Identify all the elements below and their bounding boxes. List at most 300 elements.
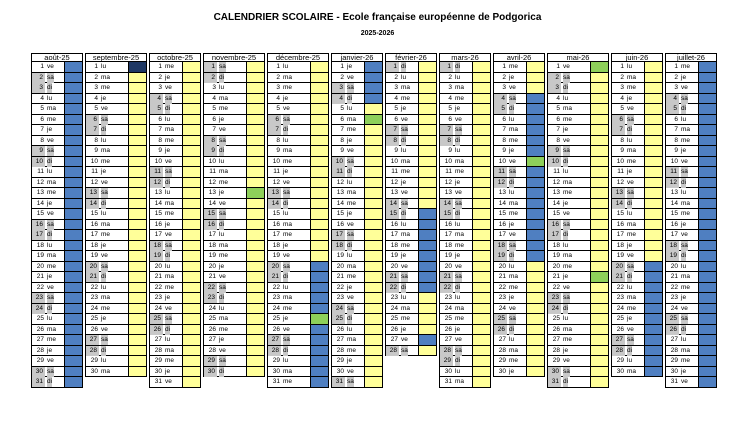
day-number: 8	[276, 136, 280, 144]
day-status-swatch	[526, 335, 544, 345]
day-status-swatch	[364, 314, 382, 324]
day-number: 14	[386, 199, 399, 209]
day-cell	[547, 167, 609, 178]
day-cell	[665, 304, 717, 315]
day-number: 12	[616, 178, 624, 186]
day-status-swatch	[590, 62, 608, 72]
day-cell	[493, 293, 545, 304]
day-name: je	[165, 73, 171, 81]
day-status-swatch	[310, 241, 328, 251]
day-name: je	[101, 315, 107, 322]
day-status-swatch	[64, 251, 82, 261]
day-status-swatch	[418, 157, 436, 167]
day-name: di	[283, 273, 289, 280]
day-number: 18	[208, 241, 216, 249]
day-number: 9	[276, 147, 280, 154]
day-name: ve	[563, 210, 570, 217]
day-cell	[439, 73, 491, 84]
day-cell	[331, 188, 383, 199]
day-cell	[331, 230, 383, 241]
day-number: 10	[616, 157, 624, 165]
day-number: 9	[394, 147, 398, 154]
day-status-swatch	[310, 283, 328, 293]
day-status-swatch	[246, 209, 264, 219]
day-number: 4	[620, 94, 624, 102]
day-status-swatch	[64, 283, 82, 293]
day-number: 24	[616, 304, 624, 312]
day-status-swatch	[128, 115, 146, 125]
day-status-swatch	[472, 346, 490, 356]
day-status-swatch	[246, 157, 264, 167]
day-name: ve	[47, 210, 54, 217]
day-number: 25	[494, 314, 507, 324]
day-status-swatch	[364, 125, 382, 135]
day-status-swatch	[698, 167, 716, 177]
day-status-swatch	[698, 73, 716, 83]
month-header: mai-26	[547, 53, 609, 62]
day-cell	[611, 146, 663, 157]
day-name: di	[47, 157, 53, 165]
day-number: 19	[336, 252, 344, 259]
day-number: 29	[272, 357, 280, 364]
day-cell	[85, 199, 147, 210]
day-status-swatch	[590, 83, 608, 93]
day-name: ma	[347, 336, 357, 343]
day-number: 30	[272, 367, 280, 375]
day-cell	[331, 125, 383, 136]
day-number: 25	[666, 314, 679, 324]
day-status-swatch	[128, 241, 146, 251]
day-name: sa	[347, 84, 354, 91]
day-name: sa	[347, 231, 354, 238]
day-status-swatch	[526, 125, 544, 135]
day-status-swatch	[590, 293, 608, 303]
day-status-swatch	[644, 167, 662, 177]
day-status-swatch	[526, 104, 544, 114]
day-name: ma	[165, 346, 175, 354]
day-status-swatch	[590, 157, 608, 167]
day-status-swatch	[364, 104, 382, 114]
day-number: 19	[90, 252, 98, 259]
day-name: me	[401, 315, 411, 322]
day-status-swatch	[64, 178, 82, 188]
day-status-swatch	[526, 83, 544, 93]
day-status-swatch	[310, 293, 328, 303]
day-cell	[331, 314, 383, 325]
day-name: di	[347, 315, 353, 322]
day-number: 13	[444, 189, 452, 196]
day-number: 8	[40, 136, 44, 144]
day-cell	[547, 304, 609, 315]
month-header: novembre-25	[203, 53, 265, 62]
day-status-swatch	[526, 220, 544, 230]
month-header: mars-26	[439, 53, 491, 62]
day-cell	[439, 62, 491, 73]
day-name: ve	[627, 325, 634, 333]
day-number: 16	[336, 220, 344, 228]
day-name: ve	[401, 336, 408, 343]
day-name: ma	[347, 189, 357, 196]
day-cell	[203, 304, 265, 315]
day-name: je	[401, 178, 407, 186]
day-status-swatch	[64, 262, 82, 272]
day-cell	[331, 346, 383, 357]
day-status-swatch	[182, 104, 200, 114]
month-header: août-25	[31, 53, 83, 62]
day-cell	[31, 293, 83, 304]
day-status-swatch	[182, 314, 200, 324]
day-name: lu	[165, 115, 171, 123]
day-name: di	[509, 105, 515, 112]
day-status-swatch	[310, 335, 328, 345]
day-status-swatch	[644, 314, 662, 324]
day-cell	[385, 94, 437, 105]
day-number: 14	[268, 199, 281, 209]
day-cell	[149, 251, 201, 262]
day-status-swatch	[364, 304, 382, 314]
day-cell	[31, 335, 83, 346]
day-number: 7	[612, 125, 625, 135]
day-number: 28	[612, 346, 625, 356]
day-name: me	[563, 115, 573, 123]
day-number: 19	[150, 251, 163, 261]
day-number: 11	[332, 167, 345, 177]
day-number: 10	[548, 157, 561, 167]
day-name: sa	[455, 199, 462, 207]
day-cell	[547, 136, 609, 147]
day-name: me	[627, 304, 637, 312]
day-number: 13	[498, 189, 506, 196]
day-cell	[203, 272, 265, 283]
day-cell	[149, 104, 201, 115]
day-number: 7	[86, 125, 99, 135]
day-name: ve	[401, 115, 408, 123]
day-status-swatch	[590, 209, 608, 219]
day-status-swatch	[590, 356, 608, 366]
day-status-swatch	[364, 94, 382, 104]
day-cell	[31, 241, 83, 252]
day-name: me	[681, 63, 691, 70]
day-cell	[85, 83, 147, 94]
day-name: ve	[283, 325, 290, 333]
day-name: ma	[283, 367, 293, 375]
day-status-swatch	[472, 136, 490, 146]
day-number: 3	[212, 84, 216, 91]
day-name: ve	[165, 304, 172, 312]
day-name: ma	[101, 294, 111, 301]
day-number: 23	[154, 294, 162, 301]
day-cell	[267, 262, 329, 273]
day-name: me	[47, 262, 57, 270]
day-cell	[547, 157, 609, 168]
day-number: 17	[272, 231, 280, 238]
day-name: je	[47, 346, 53, 354]
day-number: 9	[502, 147, 506, 154]
day-name: ma	[627, 367, 637, 375]
day-number: 21	[154, 273, 162, 280]
day-number: 2	[674, 73, 678, 81]
day-status-swatch	[418, 167, 436, 177]
day-status-swatch	[418, 73, 436, 83]
day-name: je	[455, 325, 461, 333]
day-cell	[665, 125, 717, 136]
day-number: 26	[552, 325, 560, 333]
day-cell	[611, 62, 663, 73]
day-cell	[493, 209, 545, 220]
day-name: di	[681, 252, 687, 259]
day-number: 30	[32, 367, 45, 377]
day-name: sa	[627, 262, 634, 270]
day-name: di	[101, 346, 107, 354]
day-cell	[149, 304, 201, 315]
day-name: di	[401, 136, 407, 144]
day-cell	[665, 136, 717, 147]
day-status-swatch	[182, 83, 200, 93]
day-status-swatch	[526, 157, 544, 167]
day-cell	[611, 304, 663, 315]
day-number: 4	[150, 94, 163, 104]
day-name: je	[401, 105, 407, 112]
day-cell	[203, 220, 265, 231]
day-name: lu	[563, 241, 569, 249]
day-cell	[665, 209, 717, 220]
day-cell	[149, 73, 201, 84]
day-name: sa	[101, 115, 108, 123]
day-status-swatch	[310, 115, 328, 125]
day-name: di	[401, 210, 407, 217]
day-cell	[31, 367, 83, 378]
day-cell	[665, 73, 717, 84]
day-status-swatch	[698, 346, 716, 356]
day-number: 18	[150, 241, 163, 251]
day-number: 10	[32, 157, 45, 167]
day-cell	[149, 356, 201, 367]
day-number: 26	[208, 325, 216, 333]
page-title: CALENDRIER SCOLAIRE - Ecole française européenne de Podgorica	[213, 12, 542, 23]
day-status-swatch	[182, 94, 200, 104]
day-name: ma	[101, 147, 111, 154]
day-status-swatch	[526, 283, 544, 293]
day-name: ma	[681, 346, 691, 354]
day-name: sa	[347, 378, 354, 385]
day-status-swatch	[310, 367, 328, 377]
day-cell	[385, 62, 437, 73]
day-status-swatch	[364, 272, 382, 282]
day-name: ve	[563, 136, 570, 144]
day-cell	[611, 241, 663, 252]
day-name: sa	[455, 273, 462, 280]
day-number: 22	[616, 283, 624, 291]
day-status-swatch	[644, 209, 662, 219]
day-status-swatch	[644, 325, 662, 335]
day-number: 27	[268, 335, 281, 345]
day-name: sa	[401, 273, 408, 280]
day-status-swatch	[128, 272, 146, 282]
day-cell	[493, 73, 545, 84]
day-name: ma	[455, 304, 465, 312]
day-name: di	[219, 147, 225, 154]
day-name: lu	[219, 84, 225, 91]
day-number: 1	[674, 63, 678, 70]
day-status-swatch	[418, 209, 436, 219]
day-cell	[149, 178, 201, 189]
day-number: 13	[612, 188, 625, 198]
day-name: ma	[401, 304, 411, 312]
day-status-swatch	[64, 146, 82, 156]
day-name: je	[283, 241, 289, 249]
day-number: 26	[444, 325, 452, 333]
day-status-swatch	[418, 94, 436, 104]
day-status-swatch	[644, 188, 662, 198]
day-name: di	[165, 252, 171, 259]
day-name: lu	[47, 168, 53, 175]
day-cell	[331, 251, 383, 262]
day-cell	[85, 304, 147, 315]
day-number: 29	[616, 357, 624, 364]
day-status-swatch	[64, 94, 82, 104]
day-number: 15	[498, 210, 506, 217]
day-status-swatch	[526, 209, 544, 219]
day-cell	[149, 230, 201, 241]
day-cell	[611, 199, 663, 210]
day-number: 15	[386, 209, 399, 219]
day-number: 25	[36, 315, 44, 322]
day-status-swatch	[64, 272, 82, 282]
day-status-swatch	[128, 157, 146, 167]
day-name: sa	[101, 189, 108, 196]
day-name: sa	[47, 220, 54, 228]
day-number: 30	[548, 367, 561, 377]
day-name: sa	[563, 367, 570, 375]
day-cell	[385, 115, 437, 126]
day-cell	[665, 346, 717, 357]
day-cell	[203, 230, 265, 241]
day-number: 6	[268, 115, 281, 125]
day-number: 6	[394, 115, 398, 123]
day-name: sa	[681, 241, 688, 249]
day-cell	[31, 178, 83, 189]
day-cell	[331, 335, 383, 346]
day-name: ve	[509, 157, 516, 165]
day-cell	[439, 283, 491, 294]
day-name: ma	[47, 178, 57, 186]
day-name: me	[283, 231, 293, 238]
day-cell	[439, 293, 491, 304]
day-number: 28	[336, 346, 344, 354]
day-name: me	[455, 315, 465, 322]
day-name: lu	[283, 283, 289, 291]
day-number: 12	[150, 178, 163, 188]
day-name: lu	[681, 336, 687, 343]
day-name: je	[219, 336, 225, 343]
day-number: 14	[208, 199, 216, 207]
day-cell	[665, 251, 717, 262]
day-status-swatch	[472, 293, 490, 303]
day-status-swatch	[182, 178, 200, 188]
day-name: ve	[347, 220, 354, 228]
day-status-swatch	[128, 367, 146, 377]
day-name: lu	[563, 94, 569, 102]
day-number: 7	[440, 125, 453, 135]
day-name: ma	[509, 273, 519, 280]
day-name: di	[563, 231, 569, 238]
day-number: 1	[204, 62, 217, 72]
day-cell	[331, 241, 383, 252]
day-status-swatch	[644, 293, 662, 303]
day-cell	[203, 62, 265, 73]
day-status-swatch	[644, 125, 662, 135]
day-number: 11	[273, 168, 280, 175]
day-number: 10	[208, 157, 216, 165]
day-name: sa	[47, 294, 54, 301]
day-number: 6	[674, 115, 678, 123]
day-cell	[665, 356, 717, 367]
day-name: me	[219, 325, 229, 333]
day-number: 22	[336, 283, 344, 291]
day-name: lu	[681, 115, 687, 123]
day-cell	[203, 356, 265, 367]
day-status-swatch	[64, 230, 82, 240]
day-number: 1	[276, 63, 280, 70]
day-name: me	[165, 357, 175, 364]
day-name: lu	[563, 315, 569, 322]
day-status-swatch	[590, 199, 608, 209]
day-number: 25	[616, 315, 624, 322]
day-number: 23	[390, 294, 398, 301]
day-status-swatch	[698, 125, 716, 135]
day-cell	[493, 125, 545, 136]
day-name: sa	[563, 73, 570, 81]
day-number: 8	[674, 136, 678, 144]
day-name: di	[47, 84, 53, 91]
day-cell	[493, 178, 545, 189]
day-cell	[203, 262, 265, 273]
day-name: di	[165, 105, 171, 112]
day-number: 4	[40, 94, 44, 102]
day-status-swatch	[182, 220, 200, 230]
day-number: 20	[390, 262, 398, 270]
day-cell	[149, 136, 201, 147]
day-name: ma	[681, 126, 691, 133]
day-status-swatch	[418, 346, 436, 356]
day-status-swatch	[418, 178, 436, 188]
day-status-swatch	[246, 262, 264, 272]
day-status-swatch	[590, 367, 608, 377]
day-number: 17	[616, 231, 624, 238]
day-name: di	[563, 378, 569, 385]
day-number: 15	[552, 210, 560, 217]
day-name: me	[455, 241, 465, 249]
day-cell	[31, 188, 83, 199]
day-cell	[439, 209, 491, 220]
day-cell	[31, 209, 83, 220]
day-status-swatch	[364, 293, 382, 303]
day-name: di	[101, 199, 107, 207]
day-status-swatch	[128, 325, 146, 335]
day-name: lu	[455, 147, 461, 154]
day-cell	[493, 167, 545, 178]
day-cell	[31, 136, 83, 147]
day-cell	[439, 188, 491, 199]
day-status-swatch	[644, 115, 662, 125]
day-name: je	[347, 210, 353, 217]
day-status-swatch	[364, 346, 382, 356]
month-header: septembre-25	[85, 53, 147, 62]
day-number: 27	[86, 335, 99, 345]
day-status-swatch	[64, 167, 82, 177]
day-status-swatch	[128, 199, 146, 209]
day-name: sa	[283, 336, 290, 343]
